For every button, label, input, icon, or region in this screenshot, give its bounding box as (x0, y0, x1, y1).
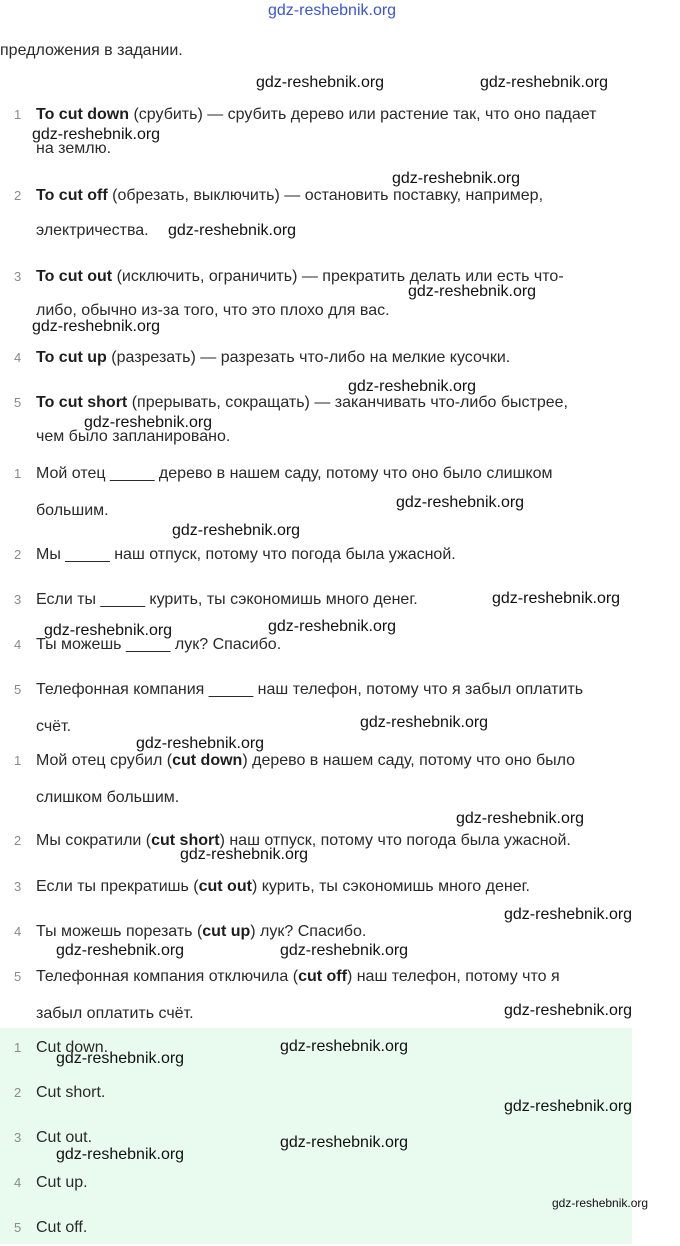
watermark: gdz-reshebnik.org (280, 1038, 409, 1055)
item-number: 1 (14, 1040, 22, 1055)
item-number: 1 (14, 466, 22, 481)
watermark: gdz-reshebnik.org (552, 1196, 649, 1210)
watermark: gdz-reshebnik.org (172, 522, 301, 539)
watermark: gdz-reshebnik.org (480, 74, 609, 91)
item-number: 5 (14, 682, 22, 697)
item-number: 2 (14, 547, 22, 562)
translation-item: 4 Ты можешь порезать (cut up) лук? Спасибо. (0, 913, 660, 950)
term: To cut out (36, 268, 113, 285)
task-text: Мы _____ наш отпуск, потому что погода была ужасной. (36, 546, 456, 563)
task-text: Если ты _____ курить, ты сэкономишь много денег. (36, 591, 418, 608)
definition-item (0, 177, 660, 249)
task-text: Ты можешь _____ лук? Спасибо. (36, 636, 282, 653)
item-number: 3 (14, 879, 22, 894)
watermark: gdz-reshebnik.org (396, 494, 525, 511)
definition-text: (обрезать, выключить) — остановить поставку, например, (107, 187, 544, 204)
watermark: gdz-reshebnik.org (348, 378, 477, 395)
watermark: gdz-reshebnik.org (268, 2, 397, 19)
watermark: gdz-reshebnik.org (280, 1134, 409, 1151)
task-text: Мой отец _____ дерево в нашем саду, потому что оно было слишком (36, 465, 553, 482)
definition-continuation: чем было запланировано. (36, 428, 231, 445)
watermark: gdz-reshebnik.org (168, 222, 297, 239)
task-text-continued: большим. (36, 502, 109, 519)
translation-continued: слишком большим. (36, 789, 180, 806)
translation-item: 5 Телефонная компания отключила (cut off) наш телефон, потому что я забыл оплатить счёт. (0, 958, 660, 1032)
answer-text: Cut short. (36, 1084, 106, 1101)
answer-item (0, 1209, 660, 1246)
item-number: 5 (14, 969, 22, 984)
answer-text: Cut up. (36, 1174, 88, 1191)
translation-continued: забыл оплатить счёт. (36, 1005, 194, 1022)
watermark: gdz-reshebnik.org (32, 126, 161, 143)
term: To cut down (36, 106, 130, 123)
watermark: gdz-reshebnik.org (504, 1002, 633, 1019)
answer-text: Cut out. (36, 1129, 93, 1146)
watermark: gdz-reshebnik.org (280, 942, 409, 959)
watermark: gdz-reshebnik.org (360, 714, 489, 731)
translation-item: 3 Если ты прекратишь (cut out) курить, ты сэкономишь много денег. (0, 868, 660, 905)
item-number: 2 (14, 188, 22, 203)
item-number: 3 (14, 269, 22, 284)
watermark: gdz-reshebnik.org (56, 942, 185, 959)
item-number: 3 (14, 1130, 22, 1145)
item-number: 4 (14, 1175, 22, 1190)
task-item (0, 671, 660, 745)
definition-text: (срубить) — срубить дерево или растение так, что оно падает (129, 106, 597, 123)
definition-continuation: либо, обычно из-за того, что это плохо для вас. (36, 302, 390, 319)
item-number: 2 (14, 1085, 22, 1100)
item-number: 1 (14, 753, 22, 768)
translation-item: 2 Мы сократили (cut short) наш отпуск, потому что погода была ужасной. (0, 822, 660, 859)
item-number: 4 (14, 350, 22, 365)
watermark: gdz-reshebnik.org (504, 1098, 633, 1115)
watermark: gdz-reshebnik.org (44, 622, 173, 639)
definition-text: (исключить, ограничить) — прекратить делать или есть что- (112, 268, 564, 285)
item-number: 4 (14, 637, 22, 652)
watermark: gdz-reshebnik.org (256, 74, 385, 91)
watermark: gdz-reshebnik.org (180, 846, 309, 863)
definition-continuation: электричества. (36, 222, 149, 239)
watermark: gdz-reshebnik.org (32, 318, 161, 335)
task-item (0, 536, 660, 573)
task-text: Телефонная компания _____ наш телефон, потому что я забыл оплатить (36, 681, 584, 698)
definition-text: (разрезать) — разрезать что-либо на мелкие кусочки. (106, 349, 511, 366)
term: To cut short (36, 394, 128, 411)
task-text-continued: счёт. (36, 718, 72, 735)
term: To cut off (36, 187, 108, 204)
answer-text: Cut down. (36, 1039, 109, 1056)
item-number: 5 (14, 1220, 22, 1235)
item-number: 1 (14, 107, 22, 122)
watermark: gdz-reshebnik.org (504, 906, 633, 923)
watermark: gdz-reshebnik.org (492, 590, 621, 607)
item-number: 3 (14, 592, 22, 607)
term: To cut up (36, 349, 107, 366)
watermark: gdz-reshebnik.org (56, 1050, 185, 1067)
watermark: gdz-reshebnik.org (56, 1146, 185, 1163)
task-item (0, 455, 660, 529)
definition-text: (прерывать, сокращать) — заканчивать что-либо быстрее, (127, 394, 568, 411)
definition-continuation: на землю. (36, 140, 112, 157)
watermark: gdz-reshebnik.org (456, 810, 585, 827)
watermark: gdz-reshebnik.org (392, 170, 521, 187)
answer-text: Cut off. (36, 1219, 88, 1236)
intro-text: предложения в задании. (0, 42, 183, 59)
watermark: gdz-reshebnik.org (408, 283, 537, 300)
translation-item: 1 Мой отец срубил (cut down) дерево в нашем саду, потому что оно было слишком большим. (0, 742, 660, 816)
watermark: gdz-reshebnik.org (84, 414, 213, 431)
item-number: 2 (14, 833, 22, 848)
watermark: gdz-reshebnik.org (136, 735, 265, 752)
watermark: gdz-reshebnik.org (268, 618, 397, 635)
item-number: 5 (14, 395, 22, 410)
definition-item (0, 339, 660, 376)
item-number: 4 (14, 924, 22, 939)
